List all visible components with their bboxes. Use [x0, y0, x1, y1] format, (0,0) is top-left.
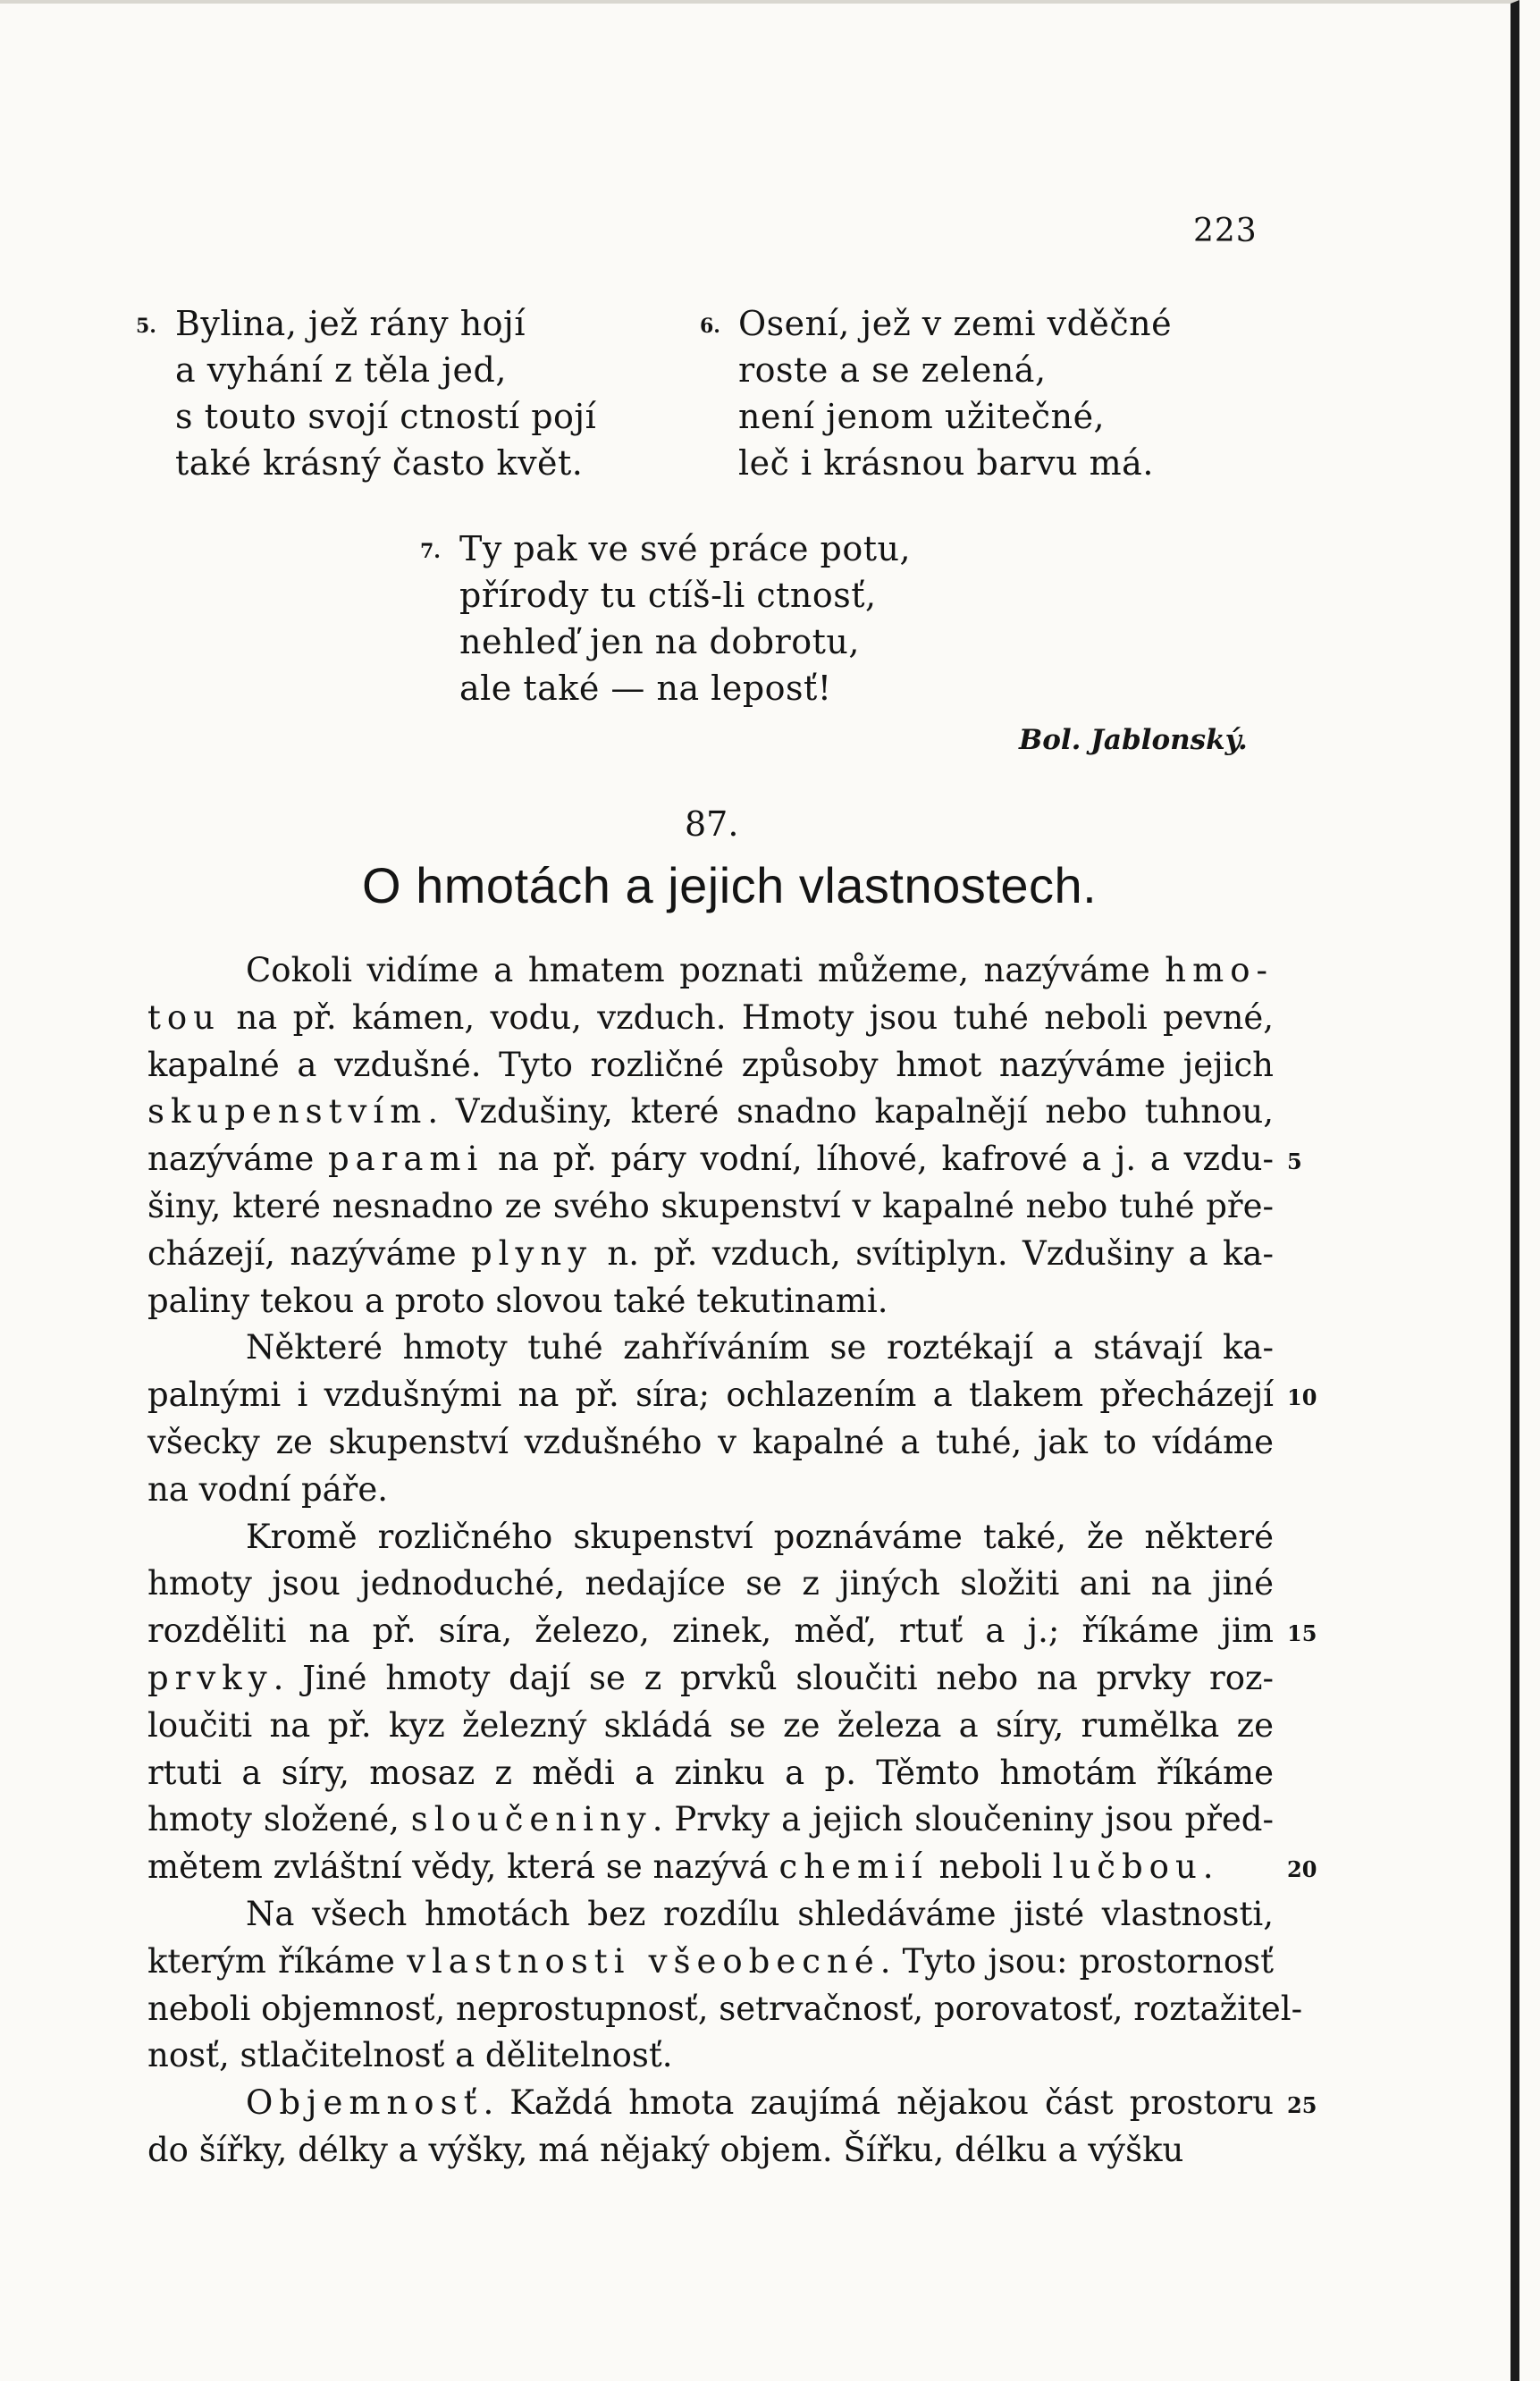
- stanza-number-5: 5.: [136, 315, 156, 338]
- body-line: [147, 1419, 1274, 1467]
- text-run: . Tyto jsou: prostornosť: [879, 1941, 1274, 1981]
- poem-line: s touto svojí ctností pojí: [175, 397, 597, 436]
- text-run: rtuti a síry, mosaz z mědi a zinku a p. Těmto hmotám říkáme: [147, 1753, 1274, 1792]
- text-run: všecky ze skupenství vzdušného v kapalné a tuhé, jak to vídáme: [147, 1422, 1274, 1461]
- stanza-7: [459, 526, 911, 711]
- text-run: . Vzdušiny, které snadno kapalnějí nebo tuhnou,: [427, 1092, 1274, 1132]
- text-run: na př. páry vodní, líhové, kafrové a j. a vzdu-: [484, 1140, 1274, 1179]
- text-run: loučiti na př. kyz železný skládá se ze železa a síry, rumělka ze: [147, 1705, 1274, 1745]
- spaced-term: vlastnosti všeobecné: [407, 1941, 880, 1981]
- body-line: [147, 1042, 1274, 1090]
- poem-line: není jenom užitečné,: [738, 397, 1106, 436]
- text-run: Některé hmoty tuhé zahříváním se roztékají a stávají ka-: [246, 1328, 1274, 1367]
- text-run: n. př. vzduch, svítiplyn. Vzdušiny a ka-: [593, 1233, 1274, 1273]
- text-run: mětem zvláštní vědy, která se nazývá: [147, 1847, 779, 1887]
- margin-line-number: 15: [1287, 1620, 1317, 1647]
- body-line: [147, 2127, 1274, 2175]
- spaced-term: hmo-: [1165, 951, 1274, 989]
- body-line: [147, 1796, 1274, 1844]
- poem-line: ale také — na leposť!: [459, 669, 832, 708]
- body-line: [147, 1939, 1274, 1986]
- poem-line: leč i krásnou barvu má.: [738, 443, 1154, 483]
- poem-line: nehleď jen na dobrotu,: [459, 622, 860, 661]
- body-line: [147, 1844, 1274, 1891]
- margin-line-number: 20: [1287, 1856, 1317, 1883]
- body-line: [147, 995, 1274, 1042]
- spaced-term: skupenstvím: [147, 1092, 428, 1132]
- text-run: Na všech hmotách bez rozdílu shledáváme jisté vlastnosti,: [246, 1894, 1274, 1933]
- body-line: [147, 1608, 1274, 1655]
- spaced-term: Objemnosť: [246, 2083, 484, 2123]
- text-run: neboli objemnosť, neprostupnosť, setrvačnosť, porovatosť, roztažitel-: [147, 1989, 1303, 2028]
- text-run: . Prvky a jejich sloučeniny jsou před-: [652, 1800, 1274, 1839]
- text-run: hmoty jsou jednoduché, nedajíce se z jiných složiti ani na jiné: [147, 1564, 1274, 1603]
- section-title: O hmotách a jejich vlastnostech.: [362, 857, 1098, 913]
- body-line: [147, 1986, 1303, 2033]
- spaced-term: prvky: [147, 1658, 273, 1697]
- margin-line-number: 25: [1287, 2092, 1317, 2119]
- body-line: [147, 1561, 1274, 1608]
- text-run: neboli: [928, 1847, 1053, 1887]
- text-run: kterým říkáme: [147, 1941, 408, 1981]
- text-run: .: [1202, 1847, 1214, 1887]
- margin-line-number: 10: [1287, 1384, 1317, 1411]
- spaced-term: chemií: [778, 1847, 929, 1887]
- body-line: [147, 1891, 1274, 1939]
- text-run: nosť, stlačitelnosť a dělitelnosť.: [147, 2036, 673, 2075]
- text-run: paliny tekou a proto slovou také tekutinami.: [147, 1281, 888, 1320]
- body-line: [147, 2080, 1274, 2127]
- body-line: [147, 947, 1274, 995]
- text-run: palnými i vzdušnými na př. síra; ochlazením a tlakem přecházejí: [147, 1376, 1274, 1415]
- body-line: [147, 1278, 1274, 1325]
- text-run: . Každá hmota zaujímá nějakou část prostoru: [483, 2083, 1274, 2123]
- margin-line-number: 5: [1287, 1148, 1302, 1175]
- stanza-number-6: 6.: [700, 315, 720, 338]
- poem-line: Osení, jež v zemi vděčné: [738, 304, 1173, 343]
- poem-line: také krásný často květ.: [175, 443, 584, 483]
- spaced-term: lučbou: [1052, 1847, 1203, 1887]
- body-line: [147, 1750, 1274, 1797]
- spaced-term: plyny: [470, 1233, 593, 1273]
- poem-line: Bylina, jež rány hojí: [175, 304, 526, 343]
- poem-line: Ty pak ve své práce potu,: [459, 529, 912, 568]
- text-run: nazýváme: [147, 1140, 328, 1179]
- body-line: [147, 1514, 1274, 1561]
- poem-line: a vyhání z těla jed,: [175, 350, 507, 390]
- spaced-term: parami: [327, 1140, 484, 1179]
- body-line: [147, 1655, 1274, 1703]
- text-run: Kromě rozličného skupenství poznáváme také, že některé: [246, 1517, 1274, 1556]
- text-run: kapalné a vzdušné. Tyto rozličné způsoby hmot nazýváme jejich: [147, 1045, 1274, 1084]
- stanza-number-7: 7.: [420, 540, 441, 563]
- stanza-5: [175, 300, 596, 486]
- poem-attribution: Bol. Jablonský.: [1019, 724, 1248, 756]
- body-line: [147, 1372, 1274, 1419]
- text-run: hmoty složené,: [147, 1800, 411, 1839]
- page-number: 223: [1193, 213, 1258, 249]
- stanza-6: [738, 300, 1172, 486]
- section-number: 87.: [685, 804, 739, 844]
- text-run: cházejí, nazýváme: [147, 1233, 471, 1273]
- body-line: [147, 1325, 1274, 1372]
- body-line: [147, 1089, 1274, 1136]
- text-run: rozděliti na př. síra, železo, zinek, měď, rtuť a j.; říkáme jim: [147, 1611, 1274, 1651]
- poem-line: roste a se zelená,: [738, 350, 1047, 390]
- body-line: [147, 2032, 1274, 2080]
- text-run: na př. kámen, vodu, vzduch. Hmoty jsou tuhé neboli pevné,: [220, 997, 1274, 1037]
- body-line: [147, 1136, 1274, 1183]
- text-run: Cokoli vidíme a hmatem poznati můžeme, nazýváme: [246, 951, 1166, 989]
- body-line: [147, 1183, 1274, 1231]
- text-run: . Jiné hmoty dají se z prvků sloučiti nebo na prvky roz-: [273, 1658, 1274, 1697]
- body-line: [147, 1467, 1274, 1514]
- text-run: na vodní páře.: [147, 1469, 389, 1509]
- spaced-term: tou: [147, 997, 221, 1037]
- text-run: šiny, které nesnadno ze svého skupenství v kapalné nebo tuhé pře-: [147, 1186, 1274, 1225]
- spaced-term: sloučeniny: [410, 1800, 652, 1839]
- poem-line: přírody tu ctíš-li ctnosť,: [459, 576, 877, 615]
- body-line: [147, 1703, 1274, 1750]
- text-run: do šířky, délky a výšky, má nějaký objem. Šířku, délku a výšku: [147, 2130, 1184, 2169]
- body-line: [147, 1231, 1274, 1278]
